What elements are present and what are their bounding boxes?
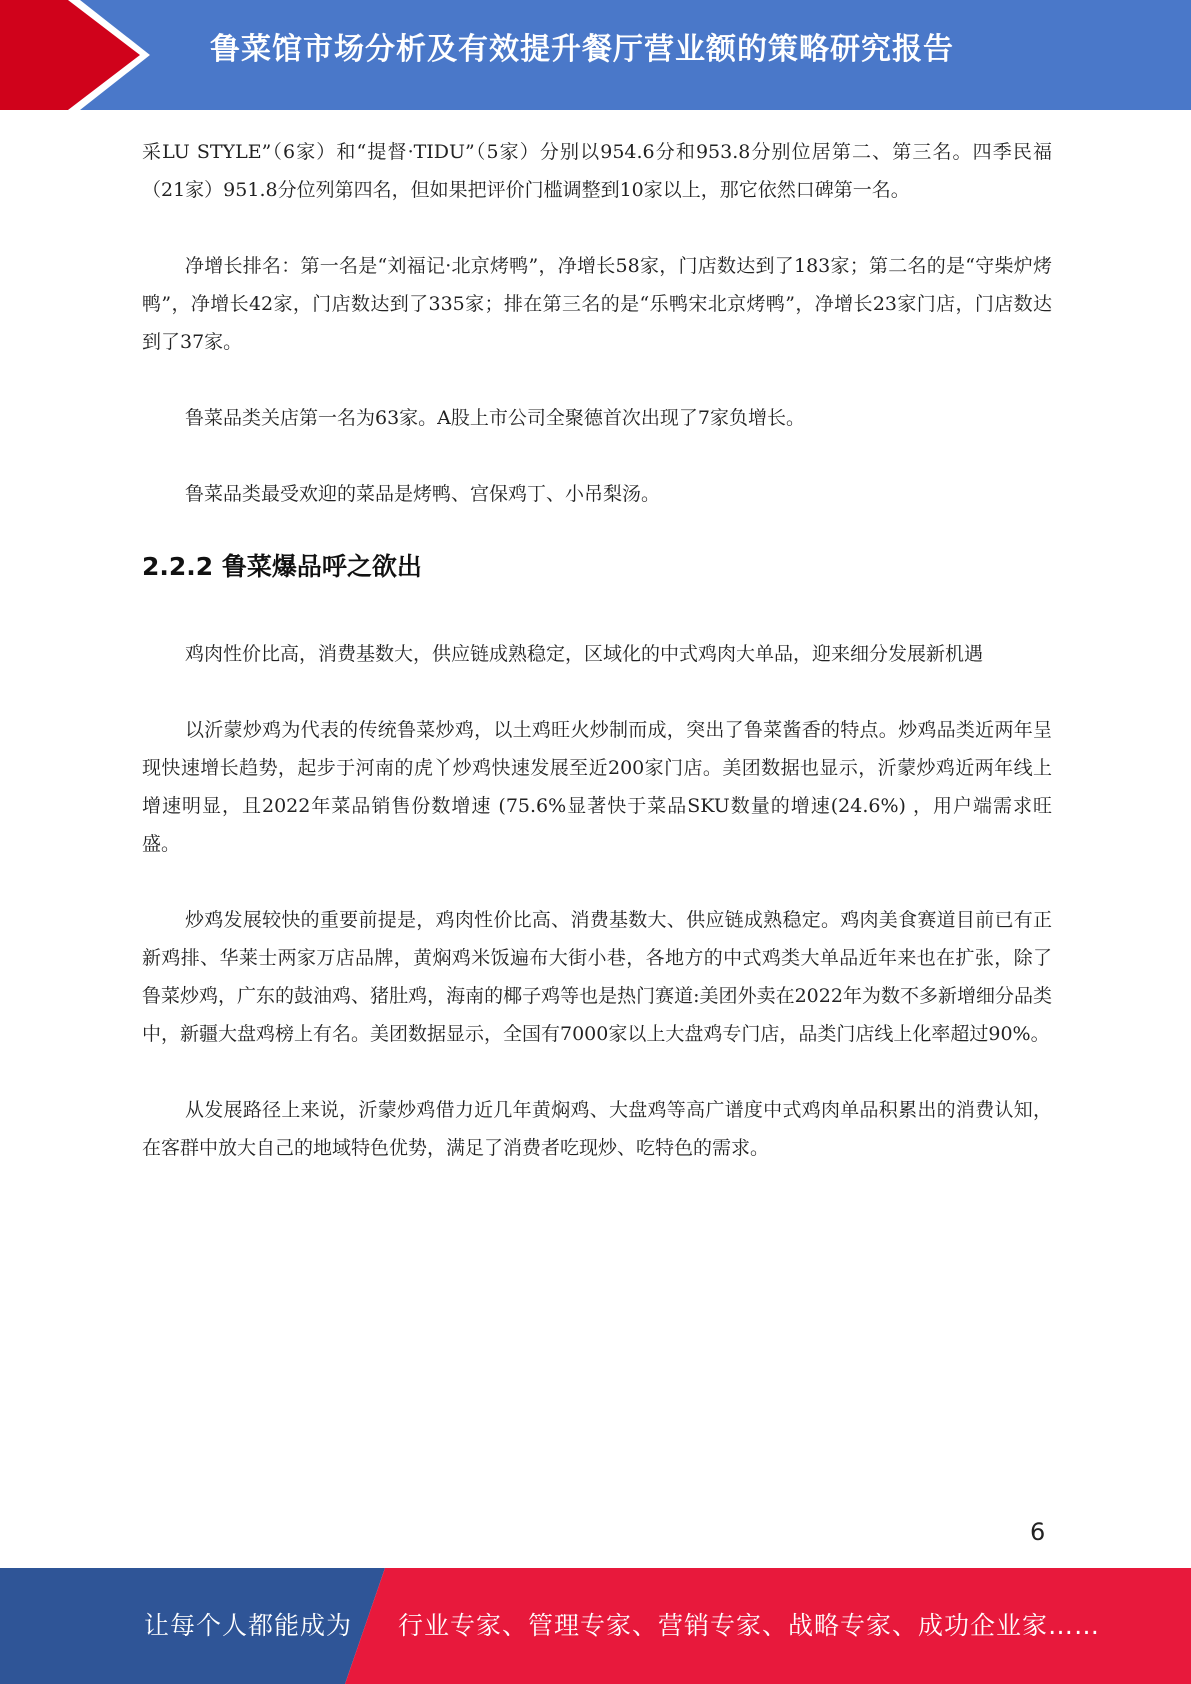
page-number: 6 — [1030, 1518, 1046, 1546]
paragraph-chicken-value: 鸡肉性价比高，消费基数大，供应链成熟稳定，区域化的中式鸡肉大单品，迎来细分发展新机遇 — [185, 643, 984, 665]
paragraph-net-growth: 净增长排名：第一名是“刘福记·北京烤鸭”，净增长58家，门店数达到了183家；第二名的是“守柴炉烤鸭”，净增长42家，门店数达到了335家；排在第三名的是“乐鸭宋北京烤鸭”，净增长23家门店，门店数达到了37家。 — [142, 255, 1052, 353]
paragraph-growth-premise: 炒鸡发展较快的重要前提是，鸡肉性价比高、消费基数大、供应链成熟稳定。鸡肉美食赛道目前已有正新鸡排、华莱士两家万店品牌，黄焖鸡米饭遍布大街小巷，各地方的中式鸡类大单品近年来也在扩张，除了鲁菜炒鸡，广东的鼓油鸡、猪肚鸡，海南的椰子鸡等也是热门赛道:美团外卖在2022年为数不多新增细分品类中，新疆大盘鸡榜上有名。美团数据显示，全国有7000家以上大盘鸡专门店，品类门店线上化率超过90%。 — [142, 909, 1052, 1045]
page-content — [142, 133, 1052, 1167]
header-band — [0, 0, 1191, 110]
footer-band — [0, 1568, 1191, 1684]
paragraph-popular-dishes: 鲁菜品类最受欢迎的菜品是烤鸭、宫保鸡丁、小吊梨汤。 — [185, 483, 661, 505]
section-heading: 2.2.2 鲁菜爆品呼之欲出 — [142, 552, 422, 581]
footer-slogan-left: 让每个人都能成为 — [144, 1611, 353, 1640]
paragraph-yimeng-chicken: 以沂蒙炒鸡为代表的传统鲁菜炒鸡，以土鸡旺火炒制而成，突出了鲁菜酱香的特点。炒鸡品类近两年呈现快速增长趋势，起步于河南的虎丫炒鸡快速发展至近200家门店。美团数据也显示，沂蒙炒鸡近两年线上增速明显，且2022年菜品销售份数增速 (75.6%显著快于菜品SKU数量的增速(24.6%) ，用户端需求旺盛。 — [142, 719, 1052, 855]
header-arrow-icon — [0, 0, 150, 110]
footer-slogan-right: 行业专家、管理专家、营销专家、战略专家、成功企业家…… — [398, 1611, 1101, 1640]
paragraph-closures: 鲁菜品类关店第一名为63家。A股上市公司全聚德首次出现了7家负增长。 — [185, 407, 805, 429]
paragraph-ranking-continued: 采LU STYLE”（6家）和“提督·TIDU”（5家）分别以954.6分和953.8分别位居第二、第三名。四季民福（21家）951.8分位列第四名，但如果把评价门槛调整到10家以上，那它依然口碑第一名。 — [142, 141, 1052, 201]
paragraph-development-path: 从发展路径上来说，沂蒙炒鸡借力近几年黄焖鸡、大盘鸡等高广谱度中式鸡肉单品积累出的消费认知，在客群中放大自己的地域特色优势，满足了消费者吃现炒、吃特色的需求。 — [142, 1099, 1052, 1159]
report-title: 鲁菜馆市场分析及有效提升餐厅营业额的策略研究报告 — [210, 32, 954, 67]
